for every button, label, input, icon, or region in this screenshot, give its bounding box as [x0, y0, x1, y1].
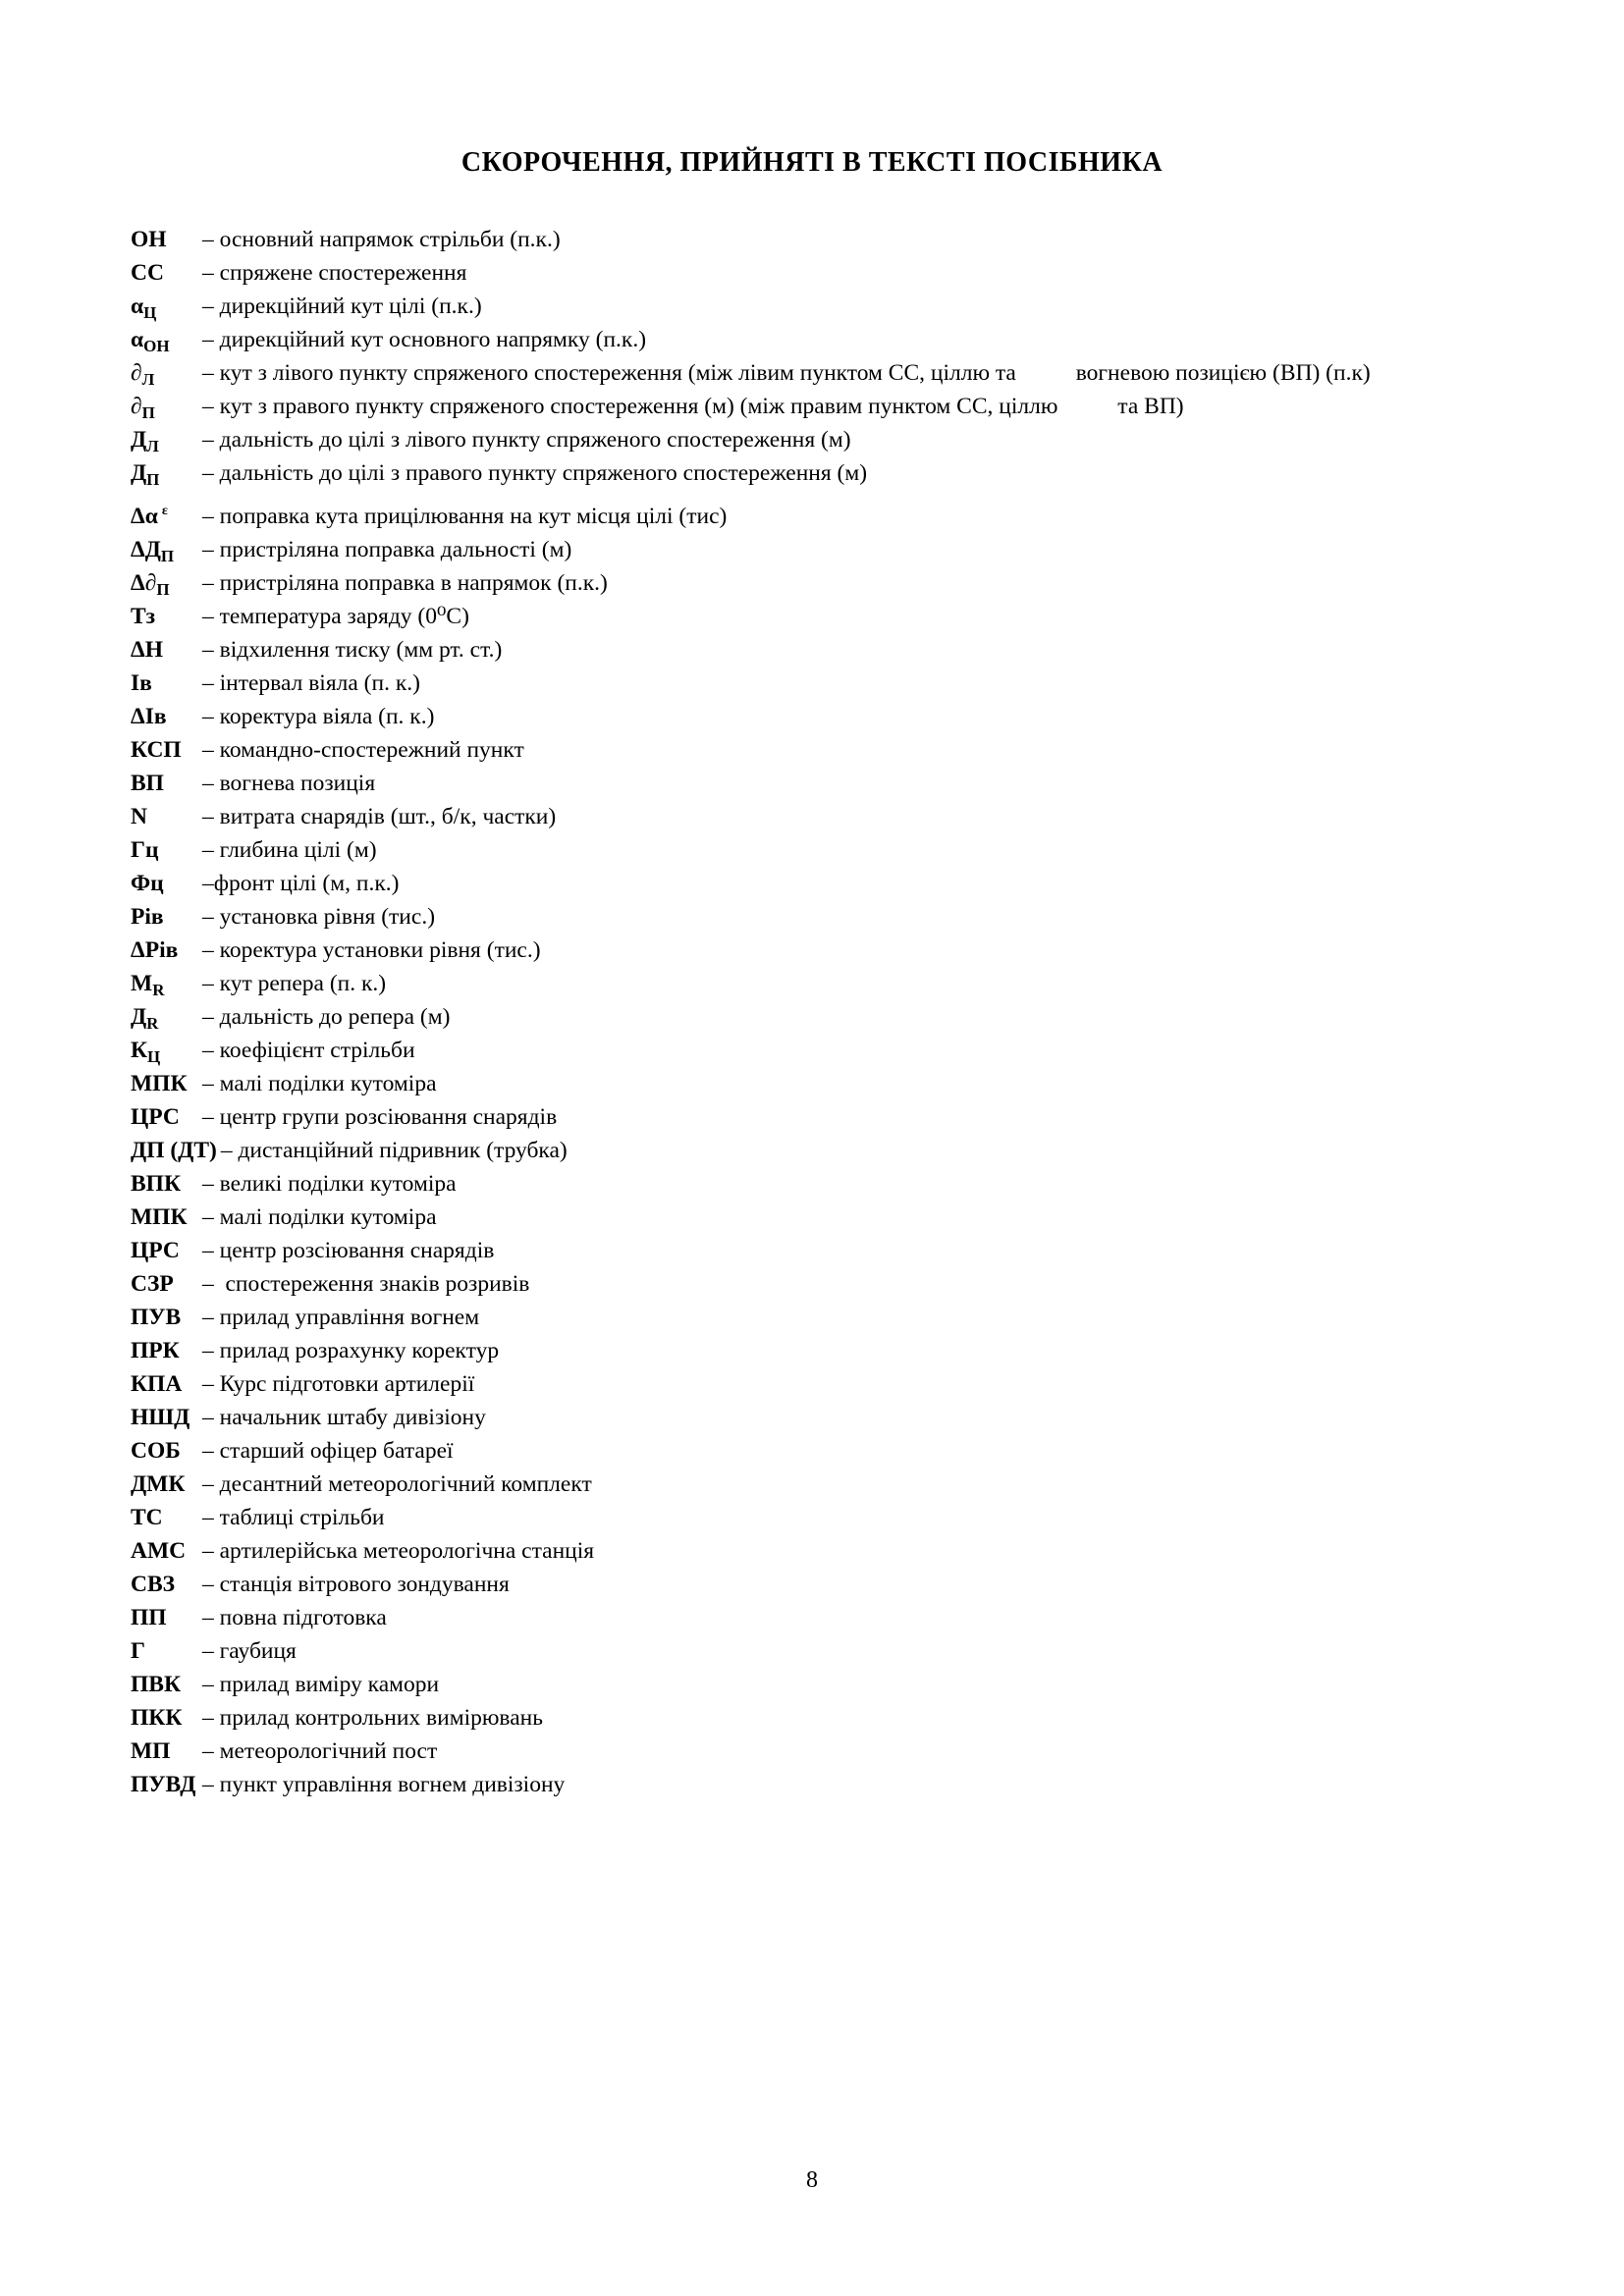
abbreviation-term — [131, 900, 202, 934]
abbreviation-definition-wrap — [202, 223, 1446, 256]
abbreviation-row — [131, 1468, 1446, 1501]
abbreviation-definition-wrap — [202, 1267, 1446, 1301]
abbreviation-term-text: Г — [131, 1638, 145, 1664]
abbreviation-definition: – кут репера (п. к.) — [202, 971, 387, 996]
abbreviation-row — [131, 833, 1446, 867]
abbreviation-row — [131, 1601, 1446, 1634]
abbreviation-term-subscript: Л — [146, 437, 159, 455]
abbreviation-row — [131, 1134, 1446, 1167]
abbreviation-term-text: ТС — [131, 1505, 163, 1530]
abbreviation-row — [131, 767, 1446, 800]
abbreviation-definition: – начальник штабу дивізіону — [202, 1405, 486, 1430]
abbreviation-term — [131, 1701, 202, 1735]
abbreviation-term — [131, 1000, 202, 1034]
abbreviation-term-text: ПВК — [131, 1672, 181, 1697]
abbreviation-row — [131, 1434, 1446, 1468]
abbreviation-row — [131, 390, 1446, 423]
abbreviation-definition-wrap — [202, 1201, 1446, 1234]
abbreviation-definition-wrap — [202, 1234, 1446, 1267]
abbreviation-term-text: КПА — [131, 1371, 183, 1397]
abbreviation-term-text: ΔРів — [131, 937, 179, 963]
abbreviation-definition-wrap — [202, 600, 1446, 633]
abbreviation-term — [131, 423, 202, 456]
abbreviation-definition: – повна підготовка — [202, 1605, 387, 1630]
abbreviation-term-subscript: R — [152, 981, 165, 999]
abbreviation-term-text: ПРК — [131, 1338, 180, 1363]
abbreviation-term-text: М — [131, 971, 153, 996]
abbreviation-term-subscript: Ц — [143, 303, 157, 322]
abbreviation-definition: – коректура установки рівня (тис.) — [202, 937, 541, 963]
abbreviation-term — [131, 1367, 202, 1401]
abbreviation-term-text: СЗР — [131, 1271, 174, 1297]
abbreviation-definition: –фронт цілі (м, п.к.) — [202, 871, 400, 896]
abbreviation-definition-wrap — [202, 1568, 1446, 1601]
abbreviation-row — [131, 323, 1446, 356]
abbreviation-term-text: К — [131, 1038, 148, 1063]
abbreviation-definition: – витрата снарядів (шт., б/к, частки) — [202, 804, 557, 829]
abbreviation-term-text: СОБ — [131, 1438, 181, 1464]
abbreviation-definition-wrap — [202, 1701, 1446, 1735]
abbreviation-term — [131, 356, 202, 390]
abbreviation-term-text: Гц — [131, 837, 159, 863]
abbreviation-term-text: ЦРС — [131, 1238, 180, 1263]
abbreviation-definition: – дистанційний підривник (трубка) — [220, 1138, 568, 1163]
abbreviation-term — [131, 767, 202, 800]
abbreviation-definition: – кут з лівого пункту спряженого спостереження (між лівим пунктом СС, ціллю та — [202, 360, 1016, 386]
abbreviation-row — [131, 356, 1446, 390]
abbreviation-term — [131, 800, 202, 833]
abbreviation-row — [131, 1668, 1446, 1701]
abbreviation-term-text: ЦРС — [131, 1104, 180, 1130]
abbreviation-row — [131, 1301, 1446, 1334]
abbreviation-definition: – прилад управління вогнем — [202, 1305, 480, 1330]
abbreviation-row — [131, 423, 1446, 456]
abbreviation-definition: – гаубиця — [202, 1638, 297, 1664]
abbreviation-term — [131, 1434, 202, 1468]
abbreviation-definition: – центр групи розсіювання снарядів — [202, 1104, 558, 1130]
abbreviation-term — [131, 1334, 202, 1367]
abbreviation-definition: – десантний метеорологічний комплект — [202, 1471, 592, 1497]
abbreviation-term-subscript: Ц — [147, 1047, 161, 1066]
abbreviation-term-text: МП — [131, 1738, 171, 1764]
abbreviation-definition-wrap — [202, 867, 1446, 900]
abbreviation-definition-wrap — [202, 667, 1446, 700]
abbreviation-row — [131, 700, 1446, 733]
abbreviation-term — [131, 1768, 202, 1801]
abbreviation-term-subscript: R — [146, 1014, 159, 1033]
abbreviation-definition-wrap — [202, 456, 1446, 490]
abbreviation-term-text: Δα — [131, 504, 158, 529]
abbreviation-row — [131, 1367, 1446, 1401]
abbreviation-term — [131, 867, 202, 900]
abbreviation-definition-wrap — [202, 800, 1446, 833]
abbreviation-definition-wrap — [202, 256, 1446, 290]
abbreviation-definition: – артилерійська метеорологічна станція — [202, 1538, 595, 1564]
abbreviation-definition: – кут з правого пункту спряженого спостереження (м) (між правим пунктом СС, ціллю — [202, 394, 1058, 419]
abbreviation-row — [131, 1568, 1446, 1601]
abbreviation-definition: – метеорологічний пост — [202, 1738, 438, 1764]
abbreviation-row — [131, 1267, 1446, 1301]
abbreviation-term-text: ∂ — [131, 394, 142, 419]
abbreviation-row — [131, 1768, 1446, 1801]
abbreviation-term — [131, 1167, 202, 1201]
abbreviation-definition-wrap — [202, 1067, 1446, 1100]
abbreviation-definition-wrap — [202, 1434, 1446, 1468]
abbreviation-row — [131, 1701, 1446, 1735]
abbreviation-definition: – інтервал віяла (п. к.) — [202, 670, 420, 696]
abbreviation-row — [131, 934, 1446, 967]
abbreviation-row — [131, 967, 1446, 1000]
abbreviation-row — [131, 1167, 1446, 1201]
abbreviation-row — [131, 1401, 1446, 1434]
abbreviation-definition-wrap — [202, 900, 1446, 934]
abbreviation-definition-wrap — [202, 1601, 1446, 1634]
abbreviation-term — [131, 256, 202, 290]
abbreviation-term-text: АМС — [131, 1538, 187, 1564]
abbreviation-term — [131, 700, 202, 733]
abbreviation-definition: – глибина цілі (м) — [202, 837, 377, 863]
abbreviation-term — [131, 1401, 202, 1434]
abbreviation-definition-wrap — [202, 833, 1446, 867]
abbreviation-term-text: МПК — [131, 1071, 188, 1096]
abbreviation-term — [131, 600, 202, 633]
abbreviation-term — [131, 456, 202, 490]
abbreviation-definition-wrap — [202, 1735, 1446, 1768]
abbreviation-definition: – коефіцієнт стрільби — [202, 1038, 415, 1063]
abbreviation-definition: – великі поділки кутоміра — [202, 1171, 457, 1197]
abbreviation-term — [131, 1301, 202, 1334]
abbreviation-definition: – дальність до цілі з лівого пункту спряженого спостереження (м) — [202, 427, 851, 453]
abbreviation-term — [131, 1034, 202, 1067]
abbreviation-row — [131, 1534, 1446, 1568]
abbreviation-definition-wrap — [221, 1134, 1446, 1167]
abbreviation-definition-wrap — [202, 633, 1446, 667]
abbreviation-term — [131, 1134, 221, 1167]
abbreviation-term — [131, 223, 202, 256]
abbreviation-term — [131, 1234, 202, 1267]
abbreviation-list — [131, 223, 1446, 1801]
page-number: 8 — [806, 2167, 818, 2193]
abbreviation-row — [131, 800, 1446, 833]
abbreviation-term-text: ДМК — [131, 1471, 186, 1497]
abbreviation-term-text: Д — [131, 460, 147, 486]
abbreviation-definition-wrap — [202, 1501, 1446, 1534]
abbreviation-term-text: N — [131, 804, 147, 829]
abbreviation-term-text: ПУВД — [131, 1772, 196, 1797]
abbreviation-definition-wrap — [202, 934, 1446, 967]
abbreviation-row — [131, 256, 1446, 290]
abbreviation-term-text: ПКК — [131, 1705, 183, 1731]
abbreviation-term-text: ∂ — [131, 360, 142, 386]
definition-continuation: вогневою позицією (ВП) (п.к) — [1075, 360, 1371, 386]
abbreviation-definition-wrap — [202, 1668, 1446, 1701]
abbreviation-definition: – поправка кута прицілювання на кут місця цілі (тис) — [202, 504, 728, 529]
abbreviation-definition: – прилад розрахунку коректур — [202, 1338, 500, 1363]
abbreviation-row — [131, 456, 1446, 490]
abbreviation-term-text: Δ∂ — [131, 570, 157, 596]
abbreviation-row — [131, 290, 1446, 323]
abbreviation-definition-wrap — [202, 1034, 1446, 1067]
abbreviation-term-text: Фц — [131, 871, 164, 896]
abbreviation-definition: – пристріляна поправка дальності (м) — [202, 537, 572, 562]
abbreviation-term — [131, 533, 202, 566]
abbreviation-term-text: α — [131, 327, 144, 352]
abbreviation-term — [131, 1601, 202, 1634]
abbreviation-definition-wrap — [202, 1534, 1446, 1568]
abbreviation-term-subscript: П — [141, 403, 155, 422]
abbreviation-term — [131, 667, 202, 700]
abbreviation-row — [131, 1634, 1446, 1668]
abbreviation-term — [131, 1267, 202, 1301]
abbreviation-definition: – таблиці стрільби — [202, 1505, 385, 1530]
abbreviation-definition: – температура заряду (0⁰С) — [202, 604, 469, 629]
abbreviation-term-subscript: П — [156, 580, 170, 599]
abbreviation-term — [131, 1735, 202, 1768]
abbreviation-definition-wrap — [202, 733, 1446, 767]
abbreviation-row — [131, 566, 1446, 600]
abbreviation-term — [131, 1201, 202, 1234]
abbreviation-definition: – пристріляна поправка в напрямок (п.к.) — [202, 570, 608, 596]
abbreviation-row — [131, 1201, 1446, 1234]
abbreviation-definition: – дирекційний кут основного напрямку (п.к.) — [202, 327, 647, 352]
abbreviation-definition-wrap — [202, 1367, 1446, 1401]
abbreviation-term-text: ΔІв — [131, 704, 167, 729]
abbreviation-term — [131, 566, 202, 600]
abbreviation-definition: – Курс підготовки артилерії — [202, 1371, 475, 1397]
abbreviation-definition-wrap — [202, 1401, 1446, 1434]
abbreviation-term-text: Тз — [131, 604, 156, 629]
abbreviation-term — [131, 1067, 202, 1100]
abbreviation-definition-wrap — [202, 1301, 1446, 1334]
abbreviation-term — [131, 1100, 202, 1134]
abbreviation-definition-wrap — [202, 566, 1446, 600]
abbreviation-term — [131, 1568, 202, 1601]
abbreviation-term — [131, 633, 202, 667]
abbreviation-term — [131, 967, 202, 1000]
abbreviation-term-text: Д — [131, 427, 147, 453]
abbreviation-definition: – дирекційний кут цілі (п.к.) — [202, 294, 482, 319]
abbreviation-term-text: СС — [131, 260, 164, 286]
abbreviation-row — [131, 500, 1446, 533]
abbreviation-term-text: Ів — [131, 670, 152, 696]
abbreviation-term — [131, 934, 202, 967]
abbreviation-row — [131, 1100, 1446, 1134]
definition-continuation: та ВП) — [1117, 394, 1184, 419]
page-title: СКОРОЧЕННЯ, ПРИЙНЯТІ В ТЕКСТІ ПОСІБНИКА — [460, 147, 1164, 178]
abbreviation-definition-wrap — [202, 1100, 1446, 1134]
abbreviation-term-text: НШД — [131, 1405, 190, 1430]
abbreviation-row — [131, 1000, 1446, 1034]
abbreviation-term-text: ΔД — [131, 537, 161, 562]
abbreviation-definition-wrap — [202, 1634, 1446, 1668]
abbreviation-row — [131, 633, 1446, 667]
abbreviation-definition: – станція вітрового зондування — [202, 1572, 510, 1597]
abbreviation-definition: – центр розсіювання снарядів — [202, 1238, 495, 1263]
abbreviation-term — [131, 500, 202, 533]
abbreviation-term-text: ДП (ДТ) — [131, 1138, 217, 1163]
abbreviation-definition: – відхилення тиску (мм рт. ст.) — [202, 637, 503, 663]
abbreviation-term — [131, 833, 202, 867]
abbreviation-row — [131, 1501, 1446, 1534]
abbreviation-definition: – малі поділки кутоміра — [202, 1071, 437, 1096]
abbreviation-term-text: ΔН — [131, 637, 164, 663]
abbreviation-term — [131, 1468, 202, 1501]
abbreviation-row — [131, 900, 1446, 934]
abbreviation-term-text: ПП — [131, 1605, 167, 1630]
abbreviation-row — [131, 533, 1446, 566]
abbreviation-term — [131, 1501, 202, 1534]
abbreviation-term — [131, 290, 202, 323]
abbreviation-definition: – командно-спостережний пункт — [202, 737, 524, 763]
abbreviation-definition-wrap — [202, 700, 1446, 733]
abbreviation-definition: – спостереження знаків розривів — [202, 1271, 530, 1297]
abbreviation-row — [131, 1034, 1446, 1067]
abbreviation-definition-wrap — [202, 500, 1446, 533]
abbreviation-term-text: Д — [131, 1004, 147, 1030]
abbreviation-definition: – малі поділки кутоміра — [202, 1204, 437, 1230]
abbreviation-definition: – прилад контрольних вимірювань — [202, 1705, 543, 1731]
abbreviation-definition: – установка рівня (тис.) — [202, 904, 436, 930]
abbreviation-term-subscript: П — [146, 470, 160, 489]
abbreviation-term-text: ОН — [131, 227, 167, 252]
abbreviation-definition-wrap — [202, 1468, 1446, 1501]
abbreviation-term — [131, 1534, 202, 1568]
abbreviation-definition-wrap — [202, 356, 1446, 390]
abbreviation-term-text: ПУВ — [131, 1305, 182, 1330]
abbreviation-term-superscript: ε — [161, 504, 168, 518]
abbreviation-definition: – спряжене спостереження — [202, 260, 467, 286]
abbreviation-row — [131, 1234, 1446, 1267]
abbreviation-term-text: ВП — [131, 771, 164, 796]
abbreviation-term-text: ВПК — [131, 1171, 181, 1197]
abbreviation-definition-wrap — [202, 1334, 1446, 1367]
abbreviation-term — [131, 390, 202, 423]
abbreviation-definition-wrap — [202, 323, 1446, 356]
abbreviation-definition-wrap — [202, 390, 1446, 423]
abbreviation-definition-wrap — [202, 1000, 1446, 1034]
abbreviation-term — [131, 1668, 202, 1701]
abbreviation-definition-wrap — [202, 290, 1446, 323]
abbreviation-term-text: КСП — [131, 737, 182, 763]
abbreviation-definition-wrap — [202, 1768, 1446, 1801]
abbreviation-row — [131, 1067, 1446, 1100]
abbreviation-term-text: СВЗ — [131, 1572, 176, 1597]
abbreviation-row — [131, 1334, 1446, 1367]
abbreviation-term — [131, 733, 202, 767]
abbreviation-definition-wrap — [202, 423, 1446, 456]
abbreviation-term-subscript: Л — [141, 370, 155, 389]
abbreviation-definition-wrap — [202, 533, 1446, 566]
abbreviation-term-subscript: ОН — [143, 337, 170, 355]
abbreviation-row — [131, 733, 1446, 767]
abbreviation-definition: – вогнева позиція — [202, 771, 376, 796]
abbreviation-definition: – прилад виміру камори — [202, 1672, 440, 1697]
abbreviation-definition: – коректура віяла (п. к.) — [202, 704, 435, 729]
abbreviation-term-text: МПК — [131, 1204, 188, 1230]
abbreviation-row — [131, 867, 1446, 900]
abbreviation-definition-wrap — [202, 1167, 1446, 1201]
abbreviation-row — [131, 600, 1446, 633]
abbreviation-term-subscript: П — [160, 547, 175, 565]
abbreviation-definition: – основний напрямок стрільби (п.к.) — [202, 227, 561, 252]
abbreviation-definition: – пункт управління вогнем дивізіону — [202, 1772, 566, 1797]
abbreviation-definition-wrap — [202, 767, 1446, 800]
abbreviation-definition: – старший офіцер батареї — [202, 1438, 454, 1464]
abbreviation-term-text: α — [131, 294, 144, 319]
abbreviation-row — [131, 667, 1446, 700]
abbreviation-definition-wrap — [202, 967, 1446, 1000]
abbreviation-row — [131, 1735, 1446, 1768]
abbreviation-term — [131, 323, 202, 356]
abbreviation-definition: – дальність до репера (м) — [202, 1004, 451, 1030]
abbreviation-definition: – дальність до цілі з правого пункту спряженого спостереження (м) — [202, 460, 868, 486]
abbreviation-term-text: Рів — [131, 904, 164, 930]
abbreviation-term — [131, 1634, 202, 1668]
abbreviation-row — [131, 223, 1446, 256]
